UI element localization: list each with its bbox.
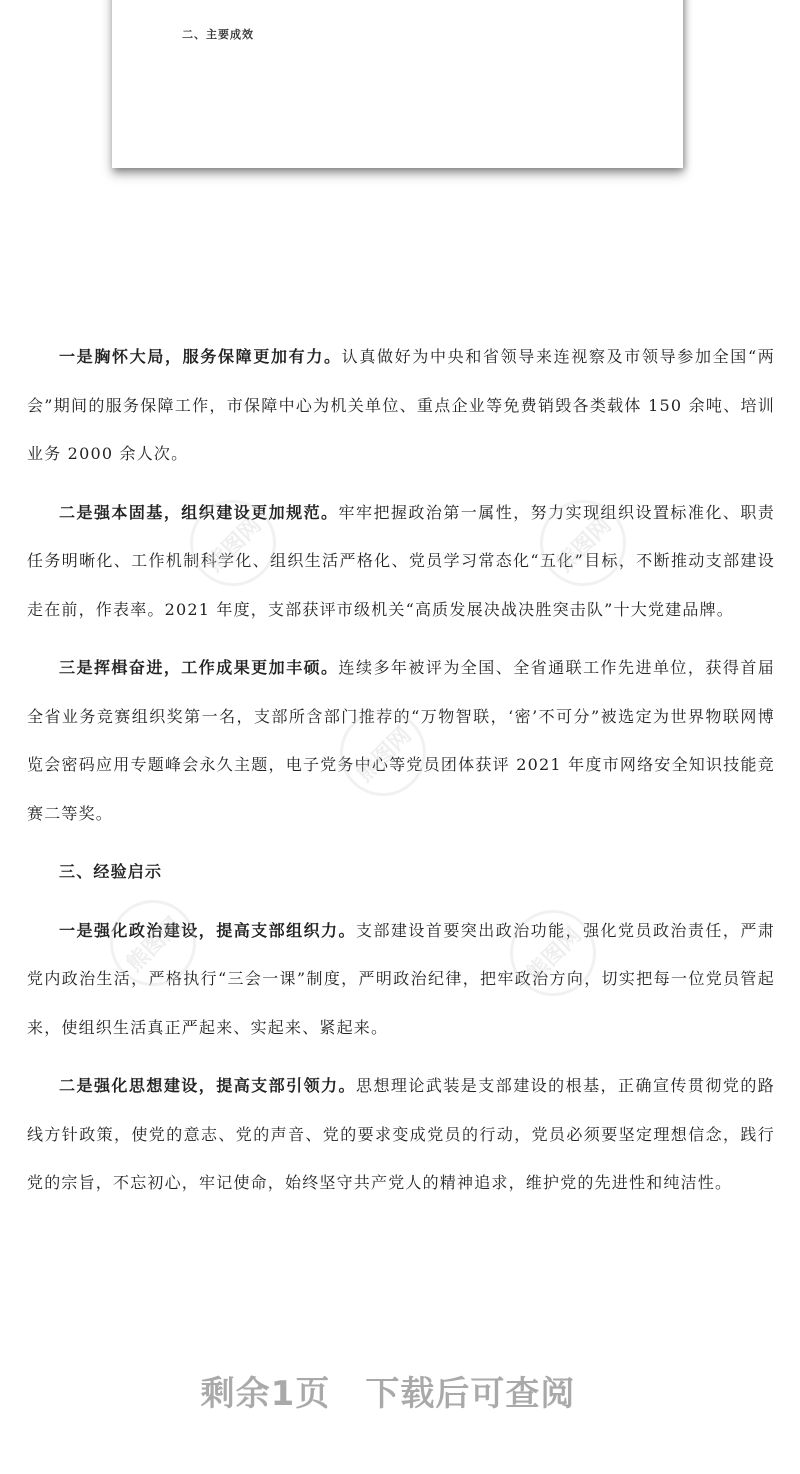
paragraph-lead: 一是胸怀大局，服务保障更加有力。 [59,347,342,366]
paragraph-body: 认真做好为中央和省领导来连视察及市领导参加全国“两会”期间的服务保障工作，市保障中心为机关单位、重点企业等免费销毁各类载体 150 余吨、培训业务 2000 余人次。 [27,347,776,463]
experience-paragraph-1 [27,907,775,1053]
watermark-text: 熊图网 [122,912,187,978]
document-body [27,333,775,1218]
achievement-paragraph-2 [27,489,775,635]
watermark-text: 熊图网 [522,922,587,988]
experience-paragraph-2 [27,1062,775,1208]
paragraph-body: 支部建设首要突出政治功能，强化党员政治责任，严肃党内政治生活，严格执行“三会一课”制度，严明政治纪律，把牢政治方向，切实把每一位党员管起来，使组织生活真正严起来、实起来、紧起来。 [27,920,775,1037]
achievement-paragraph-1 [27,333,775,479]
paragraph-body: 牢牢把握政治第一属性，努力实现组织设置标准化、职责任务明晰化、工作机制科学化、组织生活严格化、党员学习常态化“五化”目标，不断推动支部建设走在前，作表率。2021 年度，支部获评市级机关“高质发展决战决胜突击队”十大党建品牌。 [27,502,775,619]
paragraph-lead: 二是强化思想建设，提高支部引领力。 [59,1076,356,1095]
watermark-text: 熊图网 [202,512,267,578]
paragraph-body: 思想理论武装是支部建设的根基，正确宣传贯彻党的路线方针政策，使党的意志、党的声音、党的要求变成党员的行动，党员必须要坚定理想信念，践行党的宗旨，不忘初心，牢记使命，始终坚守共产党人的精神追求，维护党的先进性和纯洁性。 [27,1076,775,1192]
watermark-text: 熊图网 [552,512,617,578]
watermark-text: 熊图网 [352,722,417,788]
section-heading-experience: 三、经验启示 [59,862,163,881]
paragraph-lead: 三是挥楫奋进，工作成果更加丰硕。 [59,658,339,677]
document-page-preview [112,0,683,168]
paragraph-body: 连续多年被评为全国、全省通联工作先进单位，获得首届全省业务竞赛组织奖第一名，支部所含部门推荐的“万物智联，‘密’不可分”被选定为世界物联网博览会密码应用专题峰会永久主题，电子党务中心等党员团体获评 2021 年度市网络安全知识技能竞赛二等奖。 [27,658,775,823]
remaining-pages-notice: 剩余1页 下载后可查阅 [200,1374,576,1414]
paragraph-lead: 二是强本固基，组织建设更加规范。 [59,502,339,522]
achievement-paragraph-3 [27,644,775,838]
preview-section-heading: 二、主要成效 [182,28,254,41]
paragraph-lead: 一是强化政治建设，提高支部组织力。 [59,920,356,940]
